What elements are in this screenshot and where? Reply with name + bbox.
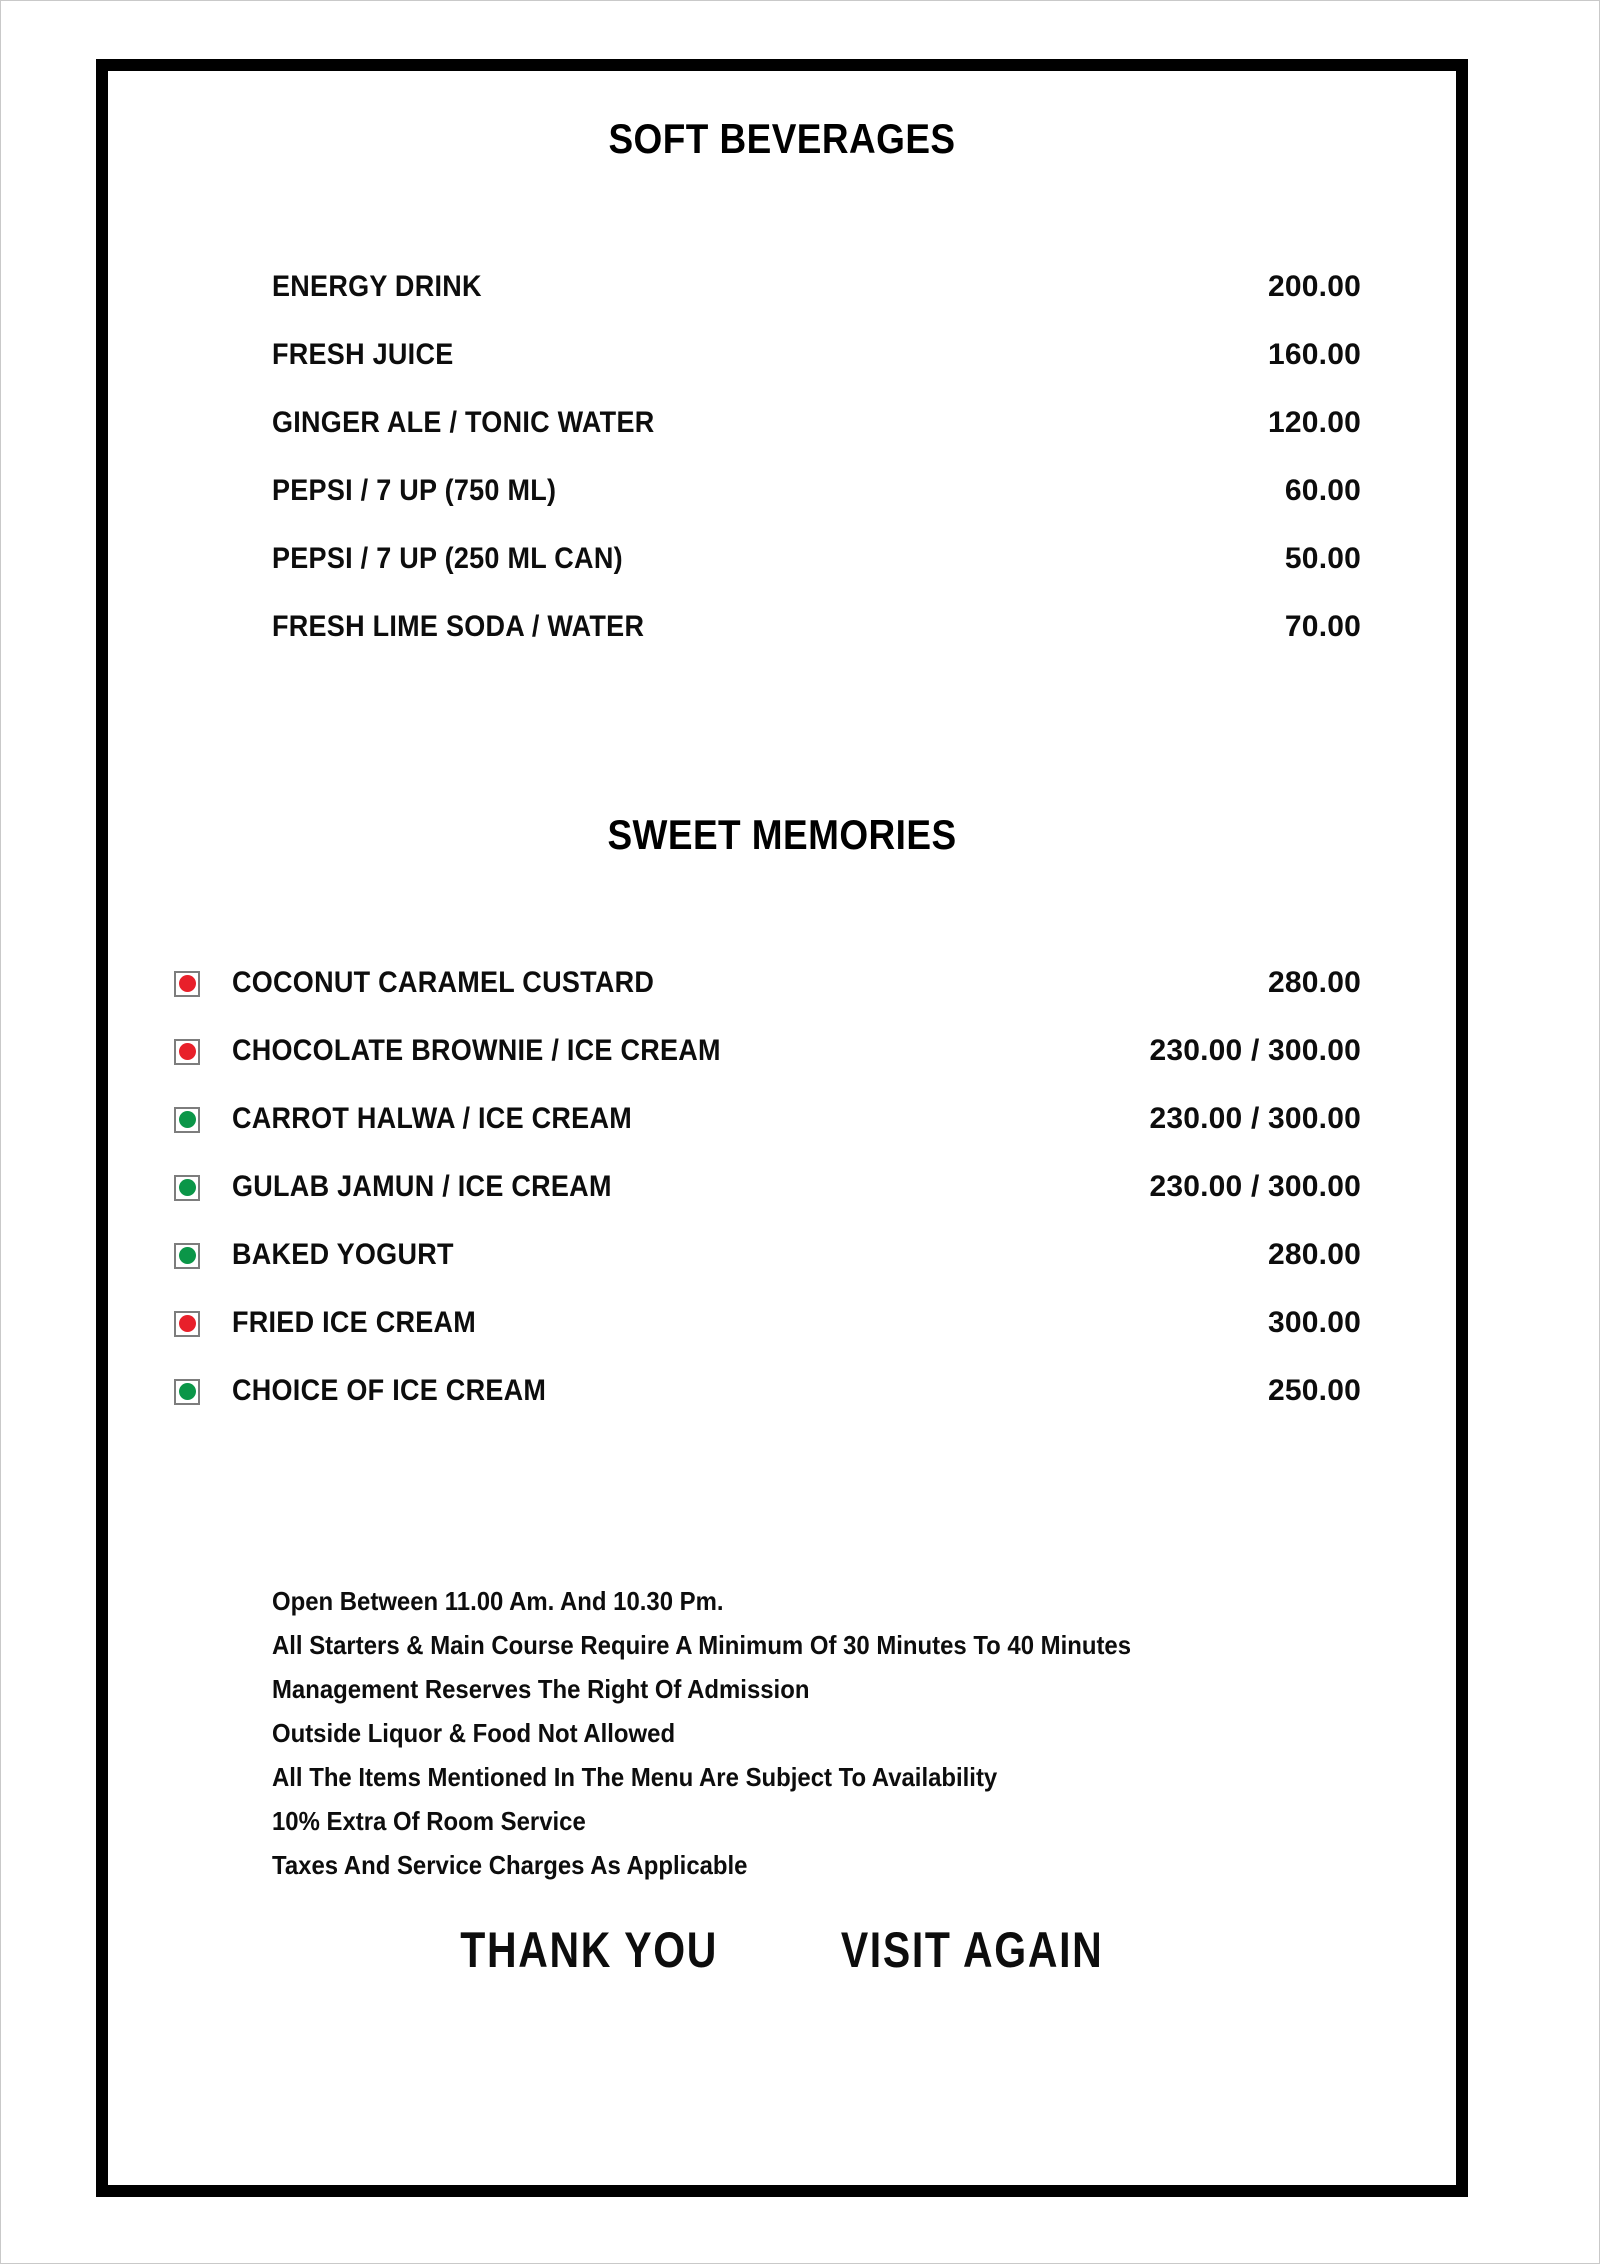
menu-item-row	[108, 1085, 1456, 1153]
menu-item-row	[108, 253, 1456, 321]
menu-item-row	[108, 525, 1456, 593]
menu-item-row	[108, 593, 1456, 661]
menu-item-price: 60.00	[1284, 474, 1361, 507]
diet-marker-cell	[174, 1086, 232, 1154]
menu-notes	[108, 1579, 1456, 1887]
menu-item-name: GULAB JAMUN / ICE CREAM	[232, 1170, 612, 1203]
sweet-memories-item-list	[108, 949, 1456, 1425]
menu-content	[108, 71, 1456, 2185]
menu-item-row	[108, 1289, 1456, 1357]
visit-again-text: VISIT AGAIN	[840, 1922, 1104, 1978]
diet-marker-cell	[174, 1222, 232, 1290]
menu-item-name: FRESH JUICE	[272, 338, 454, 371]
menu-item-price: 160.00	[1268, 338, 1361, 371]
menu-note-line: Management Reserves The Right Of Admission	[272, 1674, 810, 1704]
veg-marker-icon	[174, 1175, 200, 1201]
menu-item-name: BAKED YOGURT	[232, 1238, 454, 1271]
menu-item-price: 200.00	[1268, 270, 1361, 303]
spacer	[108, 1425, 1456, 1575]
veg-marker-icon	[174, 1379, 200, 1405]
veg-marker-icon	[174, 1243, 200, 1269]
menu-note-line: Taxes And Service Charges As Applicable	[272, 1850, 748, 1880]
section-title-sweet-memories: SWEET MEMORIES	[607, 811, 957, 858]
diet-marker-cell	[174, 1018, 232, 1086]
menu-item-name: CHOICE OF ICE CREAM	[232, 1374, 547, 1407]
menu-item-price: 300.00	[1268, 1306, 1361, 1339]
menu-item-row	[108, 1153, 1456, 1221]
diet-marker-cell	[174, 1358, 232, 1426]
spacer	[108, 661, 1456, 811]
menu-item-price: 230.00 / 300.00	[1149, 1170, 1361, 1203]
menu-item-name: PEPSI / 7 UP (750 ML)	[272, 474, 557, 507]
menu-item-name: ENERGY DRINK	[272, 270, 482, 303]
menu-item-row	[108, 949, 1456, 1017]
menu-item-name: PEPSI / 7 UP (250 ML CAN)	[272, 542, 623, 575]
thank-you-text: THANK YOU	[460, 1922, 718, 1978]
menu-item-row	[108, 1221, 1456, 1289]
non-veg-marker-icon	[174, 971, 200, 997]
menu-item-price: 280.00	[1268, 1238, 1361, 1271]
menu-item-price: 280.00	[1268, 966, 1361, 999]
menu-item-name: CARROT HALWA / ICE CREAM	[232, 1102, 632, 1135]
menu-item-name: FRESH LIME SODA / WATER	[272, 610, 645, 643]
menu-item-row	[108, 321, 1456, 389]
section-title-soft-beverages: SOFT BEVERAGES	[608, 115, 956, 162]
menu-item-row	[108, 1357, 1456, 1425]
menu-item-name: CHOCOLATE BROWNIE / ICE CREAM	[232, 1034, 721, 1067]
menu-note-line: All Starters & Main Course Require A Minimum Of 30 Minutes To 40 Minutes	[272, 1630, 1132, 1660]
menu-note-line: Open Between 11.00 Am. And 10.30 Pm.	[272, 1586, 724, 1616]
menu-item-row	[108, 457, 1456, 525]
menu-item-price: 230.00 / 300.00	[1149, 1102, 1361, 1135]
diet-marker-cell	[174, 1154, 232, 1222]
menu-item-row	[108, 1017, 1456, 1085]
menu-item-row	[108, 389, 1456, 457]
diet-marker-cell	[174, 950, 232, 1018]
menu-item-price: 120.00	[1268, 406, 1361, 439]
menu-item-price: 230.00 / 300.00	[1149, 1034, 1361, 1067]
non-veg-marker-icon	[174, 1039, 200, 1065]
soft-beverages-item-list	[108, 253, 1456, 661]
menu-item-price: 70.00	[1284, 610, 1361, 643]
menu-item-name: GINGER ALE / TONIC WATER	[272, 406, 655, 439]
spacer	[108, 859, 1456, 949]
menu-note-line: Outside Liquor & Food Not Allowed	[272, 1718, 676, 1748]
menu-item-price: 250.00	[1268, 1374, 1361, 1407]
menu-item-name: COCONUT CARAMEL CUSTARD	[232, 966, 655, 999]
non-veg-marker-icon	[174, 1311, 200, 1337]
veg-marker-icon	[174, 1107, 200, 1133]
menu-border-frame	[96, 59, 1468, 2197]
spacer	[108, 163, 1456, 253]
menu-note-line: 10% Extra Of Room Service	[272, 1806, 586, 1836]
diet-marker-cell	[174, 1290, 232, 1358]
menu-item-price: 50.00	[1284, 542, 1361, 575]
closing-message	[108, 1921, 1456, 1979]
menu-note-line: All The Items Mentioned In The Menu Are Subject To Availability	[272, 1762, 998, 1792]
menu-item-name: FRIED ICE CREAM	[232, 1306, 477, 1339]
